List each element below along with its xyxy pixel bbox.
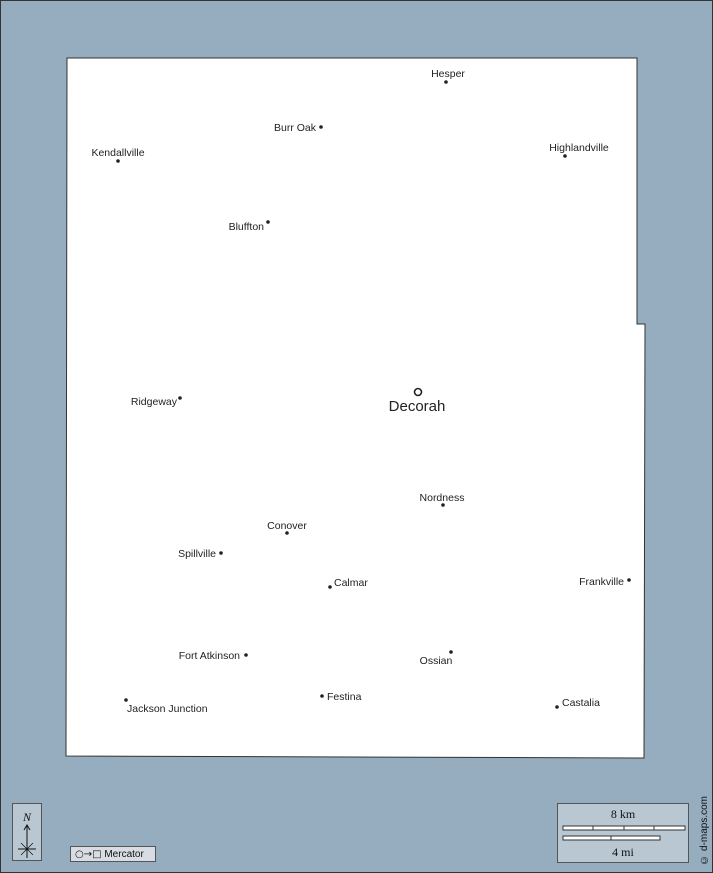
scale-bars-graphic <box>558 823 688 843</box>
scale-bar <box>557 803 689 863</box>
scale-mi-label: 4 mi <box>612 845 634 859</box>
town-marker <box>116 159 120 163</box>
town-marker <box>266 220 270 224</box>
scale-km-label: 8 km <box>610 807 636 821</box>
north-label: N <box>22 810 32 824</box>
town-marker <box>178 396 182 400</box>
town-festina <box>320 691 361 703</box>
town-label: Hesper <box>431 68 465 80</box>
town-label: Jackson Junction <box>127 703 208 715</box>
town-ridgeway <box>131 396 182 408</box>
town-fort-atkinson <box>179 650 248 662</box>
town-calmar <box>328 577 368 589</box>
town-marker <box>244 653 248 657</box>
town-label: Fort Atkinson <box>178 650 240 662</box>
town-label: Burr Oak <box>273 122 316 134</box>
town-marker <box>555 705 559 709</box>
town-label: Festina <box>327 691 362 703</box>
county-seat-label: Decorah <box>388 398 446 415</box>
town-burr-oak <box>274 122 323 134</box>
town-frankville <box>579 576 631 588</box>
town-marker <box>627 578 631 582</box>
town-label: Highlandville <box>549 142 609 154</box>
town-marker <box>219 551 223 555</box>
town-label: Ridgeway <box>130 396 177 408</box>
projection-icon: ○→□ <box>75 849 102 860</box>
town-marker <box>320 694 324 698</box>
county-seat-marker <box>415 389 422 396</box>
town-label: Bluffton <box>228 221 264 233</box>
north-arrow-icon <box>13 804 41 860</box>
town-bluffton <box>229 220 270 233</box>
credit-text: © d-maps.com <box>699 796 710 865</box>
town-label: Ossian <box>419 655 453 667</box>
town-marker <box>563 154 567 158</box>
projection-label: Mercator <box>104 849 144 860</box>
projection-box <box>70 846 156 862</box>
town-marker <box>319 125 323 129</box>
town-label: Calmar <box>334 577 368 589</box>
town-label: Frankville <box>579 576 624 588</box>
town-marker <box>444 80 448 84</box>
town-label: Kendallville <box>91 147 145 159</box>
town-label: Castalia <box>562 697 600 709</box>
town-castalia <box>555 697 600 709</box>
town-marker <box>124 698 128 702</box>
town-label: Spillville <box>178 548 216 560</box>
town-marker <box>449 650 453 654</box>
town-marker <box>328 585 332 589</box>
town-label: Conover <box>267 520 307 532</box>
county-outline <box>66 58 645 758</box>
town-label: Nordness <box>419 492 465 504</box>
compass-rose <box>12 803 42 861</box>
